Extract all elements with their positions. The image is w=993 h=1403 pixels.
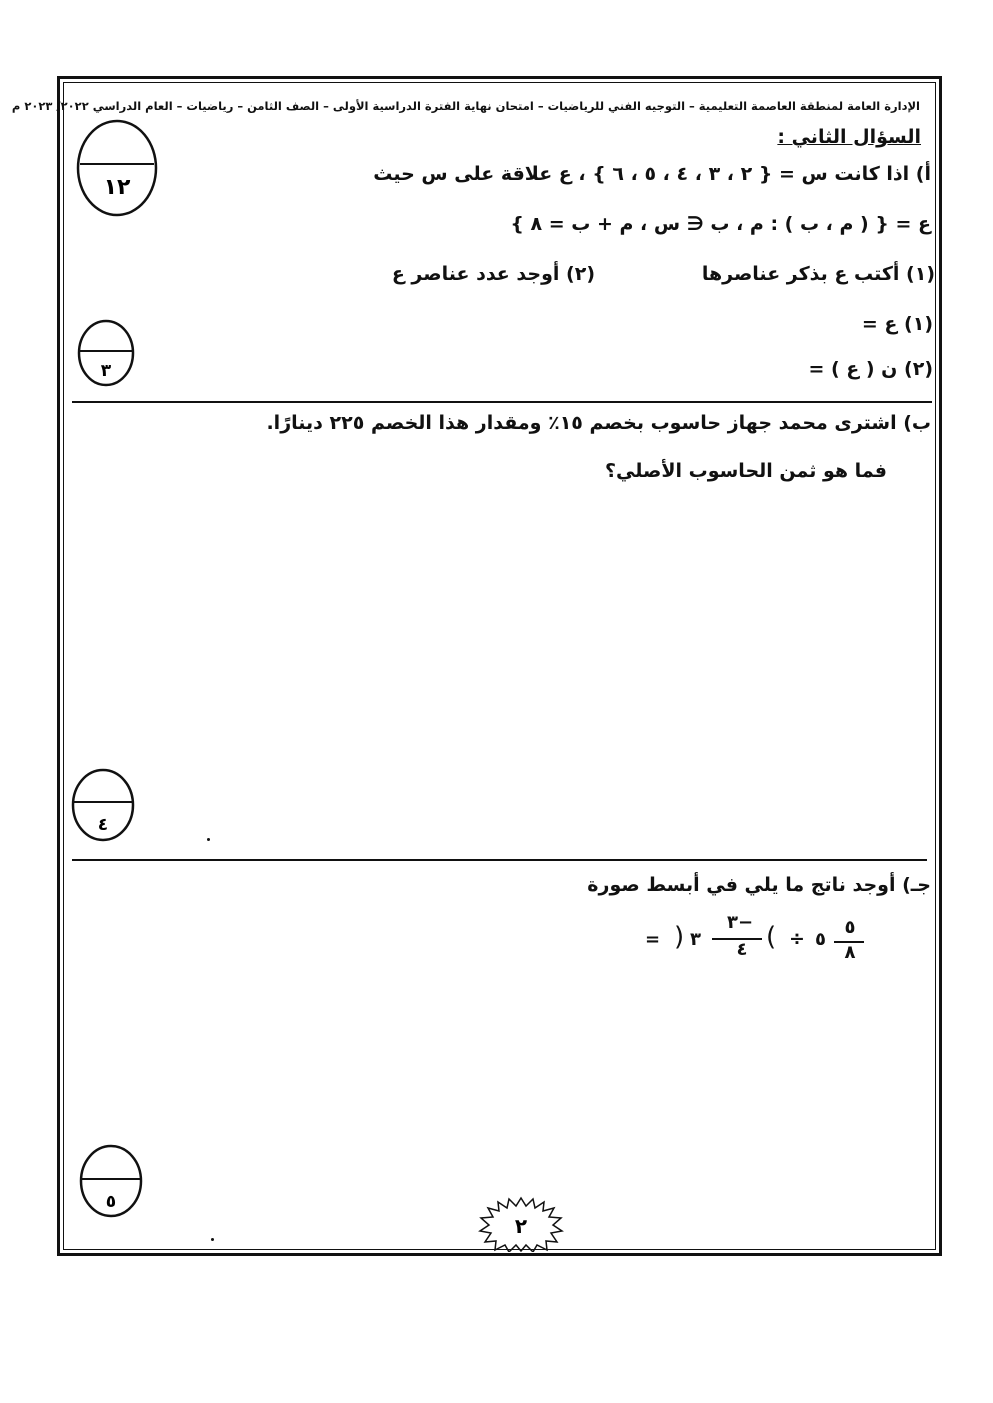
frac1-numerator: ٥ bbox=[844, 917, 856, 938]
question-title: السؤال الثاني : bbox=[777, 126, 921, 148]
score-total-value: ١٢ bbox=[103, 175, 131, 200]
page-frame-inner bbox=[11, 82, 936, 1250]
score-circle-part-c bbox=[78, 1142, 144, 1220]
score-circle-part-a bbox=[76, 318, 136, 388]
page-number: ٢ bbox=[514, 1214, 528, 1238]
part-a-line2: ع = { ( م ، ب ) : م ، ب ∈ س ، م + ب = ٨ } bbox=[510, 213, 931, 235]
part-a-answer2: (٢) ن ( ع ) = bbox=[808, 358, 933, 380]
paren-open: ( bbox=[766, 922, 777, 952]
frac2-denominator: ٤ bbox=[736, 939, 748, 960]
paren-close: ) bbox=[674, 922, 685, 952]
divider-1 bbox=[72, 401, 932, 403]
score-part-a-value: ٣ bbox=[100, 361, 112, 381]
score-part-c-value: ٥ bbox=[105, 1192, 117, 1212]
page-number-badge bbox=[478, 1196, 564, 1252]
part-a-line1: أ) اذا كانت س = { ٢ ، ٣ ، ٤ ، ٥ ، ٦ } ، ع علاقة على س حيث bbox=[373, 163, 931, 185]
frac1-denominator: ٨ bbox=[844, 942, 856, 963]
frac2-numerator: ٣− bbox=[726, 912, 754, 933]
divide-sign: ÷ bbox=[789, 928, 805, 950]
part-b-line1: ب) اشترى محمد جهاز حاسوب بخصم ١٥٪ ومقدار هذا الخصم ٢٢٥ دينارًا. bbox=[266, 412, 931, 434]
stray-dot bbox=[207, 838, 210, 841]
stray-dot-2 bbox=[211, 1238, 214, 1241]
divider-2 bbox=[72, 859, 927, 861]
whole2: ٣ bbox=[690, 929, 701, 950]
score-circle-total bbox=[75, 118, 159, 218]
equals-sign: = bbox=[645, 929, 661, 950]
part-b-line2: فما هو ثمن الحاسوب الأصلي؟ bbox=[604, 460, 887, 482]
score-circle-part-b bbox=[70, 766, 136, 844]
exam-header: الإدارة العامة لمنطقة العاصمة التعليمية – التوجيه الفني للرياضيات – امتحان نهاية الفترة الدراسية الأولى – الصف الثامن – رياضيات – العام الدراسي ٢٠٢٢/ ٢٠٢٣ م bbox=[11, 99, 920, 113]
part-a-task1: (١) أكتب ع بذكر عناصرها bbox=[701, 263, 935, 285]
part-c-line1: جـ) أوجد ناتج ما يلي في أبسط صورة bbox=[587, 874, 931, 896]
part-a-task2: (٢) أوجد عدد عناصر ع bbox=[391, 263, 595, 285]
score-part-b-value: ٤ bbox=[97, 815, 109, 835]
part-a-answer1: (١) ع = bbox=[861, 313, 933, 335]
whole1: ٥ bbox=[815, 929, 826, 950]
